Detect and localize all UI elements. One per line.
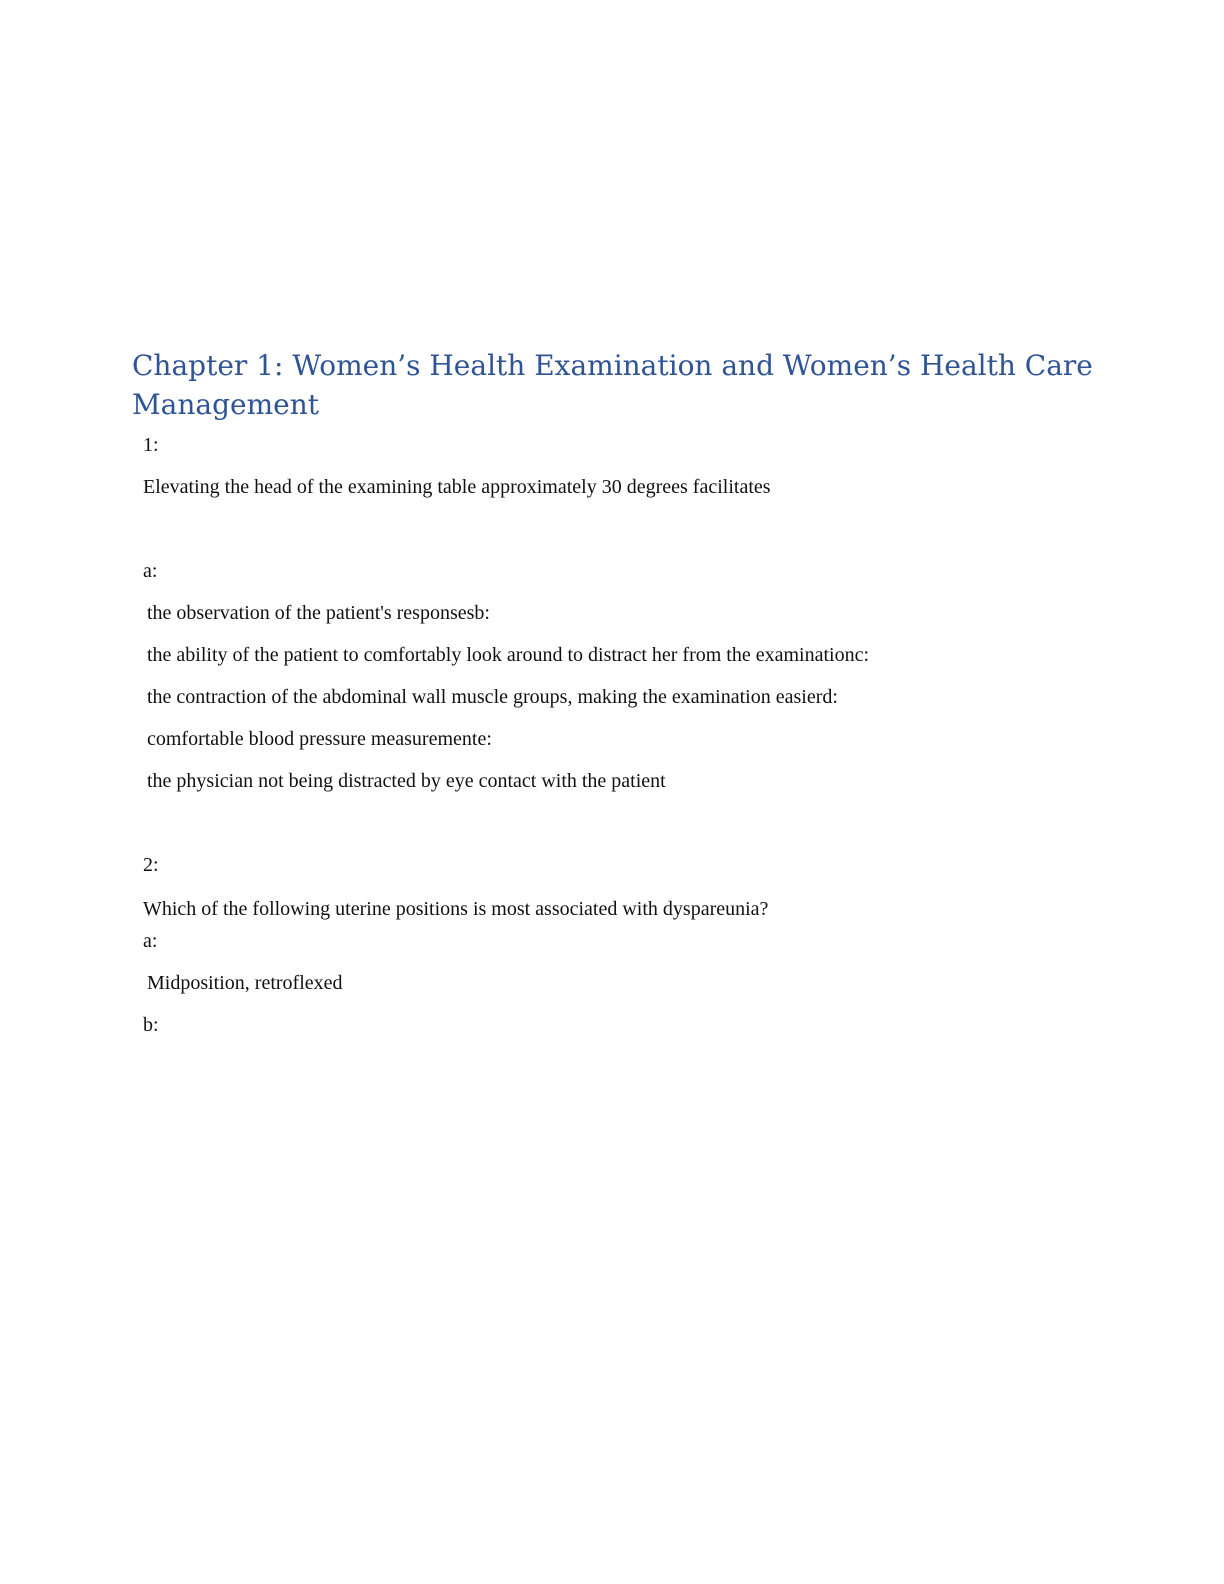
chapter-title: Chapter 1: Women’s Health Examination and Women’s Health Care Management (132, 349, 1093, 421)
question-2-option-a-label: a: (143, 930, 158, 952)
question-1-option-line: comfortable blood pressure measuremente: (147, 728, 492, 750)
question-2-option-b-label: b: (143, 1014, 159, 1036)
question-2-stem: Which of the following uterine positions is most associated with dyspareunia? (143, 898, 769, 920)
question-1-number: 1: (143, 434, 159, 456)
question-2-option-a: Midposition, retroflexed (147, 972, 343, 994)
question-1-option-line: the physician not being distracted by eye contact with the patient (147, 770, 666, 792)
question-1-option-line: the ability of the patient to comfortably look around to distract her from the examinationc: (147, 644, 870, 666)
question-1-stem: Elevating the head of the examining table approximately 30 degrees facilitates (143, 476, 771, 498)
question-1-option-line: the observation of the patient's responsesb: (147, 602, 490, 624)
question-2-number: 2: (143, 854, 159, 876)
question-1-option-a-label: a: (143, 560, 158, 582)
question-1-option-line: the contraction of the abdominal wall muscle groups, making the examination easierd: (147, 686, 838, 708)
